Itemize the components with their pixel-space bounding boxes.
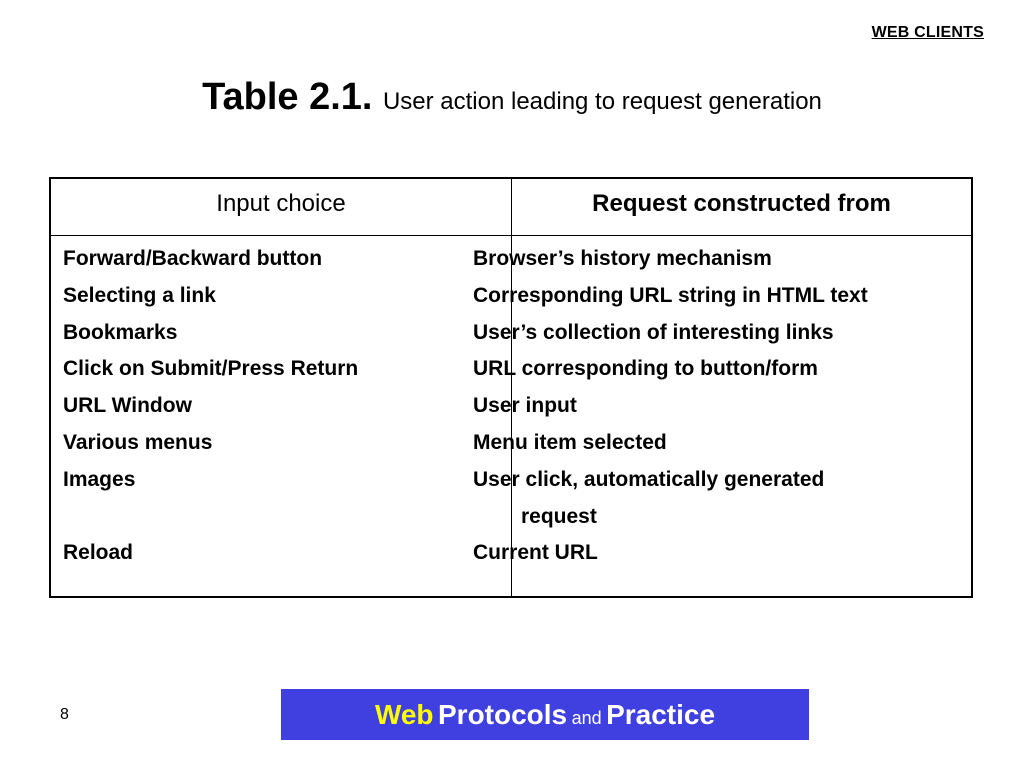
request-source-item: Menu item selected (473, 430, 667, 454)
slide-title (0, 76, 1024, 119)
input-choice-item: URL Window (63, 394, 192, 418)
course-banner (281, 689, 809, 740)
input-choice-item: Click on Submit/Press Return (63, 357, 359, 381)
table-caption: User action leading to request generation (382, 88, 822, 115)
input-choice-column (63, 241, 358, 572)
banner-word-protocols: Protocols (438, 699, 568, 730)
input-choice-spacer (63, 499, 358, 536)
header-input-choice: Input choice (216, 190, 346, 217)
request-source-item: User’s collection of interesting links (473, 320, 834, 344)
banner-word-practice: Practice (606, 699, 716, 730)
banner-word-and: and (571, 708, 602, 728)
input-choice-item: Reload (63, 541, 134, 565)
request-source-column (473, 241, 868, 572)
input-choice-item: Images (63, 467, 136, 491)
section-label: WEB CLIENTS (871, 24, 984, 41)
header-divider (51, 235, 971, 236)
request-source-item: Corresponding URL string in HTML text (473, 283, 868, 307)
input-choice-item: Selecting a link (63, 283, 216, 307)
actions-table (49, 177, 973, 598)
page-number: 8 (60, 706, 69, 723)
request-source-item: URL corresponding to button/form (473, 357, 818, 381)
request-source-item: User click, automatically generated (473, 467, 825, 491)
input-choice-item: Various menus (63, 430, 213, 454)
request-source-item-continued: request (521, 504, 597, 528)
request-source-item: User input (473, 394, 577, 418)
input-choice-item: Bookmarks (63, 320, 178, 344)
request-source-item: Current URL (473, 541, 598, 565)
input-choice-item: Forward/Backward button (63, 247, 323, 270)
table-number: Table 2.1. (202, 76, 373, 118)
banner-word-web: Web (374, 699, 434, 730)
header-request-constructed-from: Request constructed from (592, 190, 891, 217)
request-source-item: Browser’s history mechanism (473, 247, 772, 270)
